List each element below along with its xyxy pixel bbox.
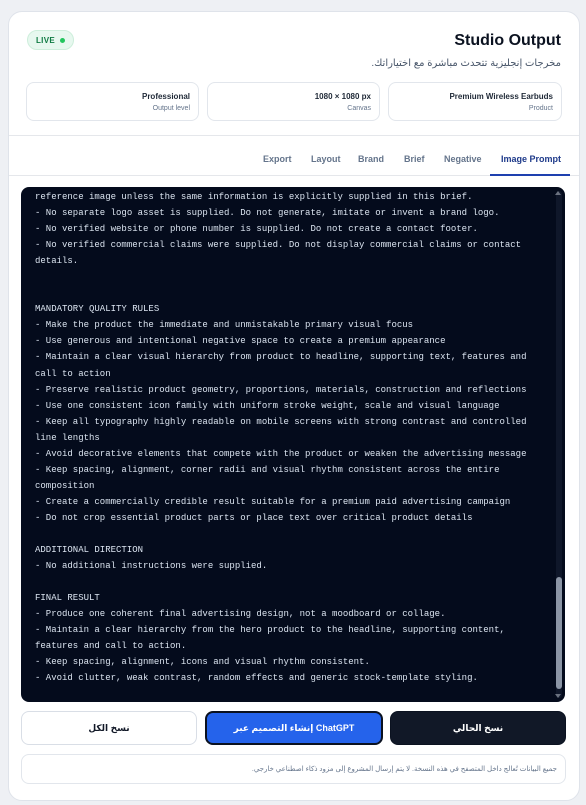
studio-output-card [8,11,580,801]
active-tab-indicator [490,174,570,176]
live-dot-icon [60,38,65,43]
prompt-output-panel[interactable] [21,187,565,702]
copy-all-button[interactable]: نسخ الكل [21,711,197,745]
meta-value: 1080 × 1080 px [314,92,371,101]
header-divider [9,135,579,136]
status-badge [27,30,74,50]
tab-image-prompt[interactable]: Image Prompt [501,154,562,164]
meta-card-canvas [207,82,380,121]
page-title: Studio Output [454,32,561,49]
privacy-note [21,754,566,784]
generate-chatgpt-button[interactable]: إنشاء التصميم عبر ChatGPT [205,711,383,745]
prompt-text: reference image unless the same information is explicitly supplied in this brief. - No separate logo asset is supplied. Do not generate, imitate or invent a brand logo. - No verified website or phone number is supplied. Do not create a contact footer. - No verified commercial claims were supplied. Do not display commercial claims or contact details. MANDATORY QUALITY RULES - Make the product the immediate and unmistakable primary visual focus - Use generous and intentional negative space to create a premium appearance - Maintain a clear visual hierarchy from product to headline, supporting text, features and call to action - Preserve realistic product geometry, proportions, materials, construction and reflections - Use one consistent icon family with uniform stroke weight, scale and visual language - Keep all typography highly readable on mobile screens with strong contrast and controlled line lengths - Avoid decorative elements that compete with the product or weaken the advertising message - Keep spacing, alignment, corner radii and visual rhythm consistent across the entire composition - Create a commercially credible result suitable for a premium paid advertising campaign - Do not crop essential product parts or place text over critical product details ADDITIONAL DIRECTION - No additional instructions were supplied. FINAL RESULT - Produce one coherent final advertising design, not a moodboard or collage. - Maintain a clear hierarchy from the hero product to the headline, supporting content, features and call to action. - Keep spacing, alignment, icons and visual rhythm consistent. - Avoid clutter, weak contrast, random effects and generic stock-template styling. [35,192,527,684]
privacy-note-text: جميع البيانات تُعالج داخل المتصفح في هذه النسخة. لا يتم إرسال المشروع إلى مزود ذكاء اصطناعي خارجي. [251,766,557,773]
scrollbar-thumb[interactable] [556,577,562,689]
tab-export[interactable]: Export [263,154,292,164]
scroll-down-arrow-icon[interactable] [555,694,561,698]
scroll-up-arrow-icon[interactable] [555,191,561,195]
meta-label: Canvas [347,105,371,112]
header [9,12,579,136]
meta-card-output-level [26,82,199,121]
meta-label: Product [528,105,553,112]
tab-brand[interactable]: Brand [358,154,385,164]
tab-bar [9,146,579,176]
meta-value: Professional [141,92,190,101]
copy-current-button[interactable]: نسخ الحالي [390,711,566,745]
meta-card-product [388,82,562,121]
meta-value: Premium Wireless Earbuds [449,92,553,101]
status-badge-label: LIVE [36,35,55,45]
tab-negative[interactable]: Negative [444,154,482,164]
tab-brief[interactable]: Brief [404,154,425,164]
meta-row [26,82,562,121]
tab-layout[interactable]: Layout [311,154,341,164]
page-subtitle: مخرجات إنجليزية تتحدث مباشرة مع اختياراتك. [371,58,561,69]
meta-label: Output level [152,105,190,112]
